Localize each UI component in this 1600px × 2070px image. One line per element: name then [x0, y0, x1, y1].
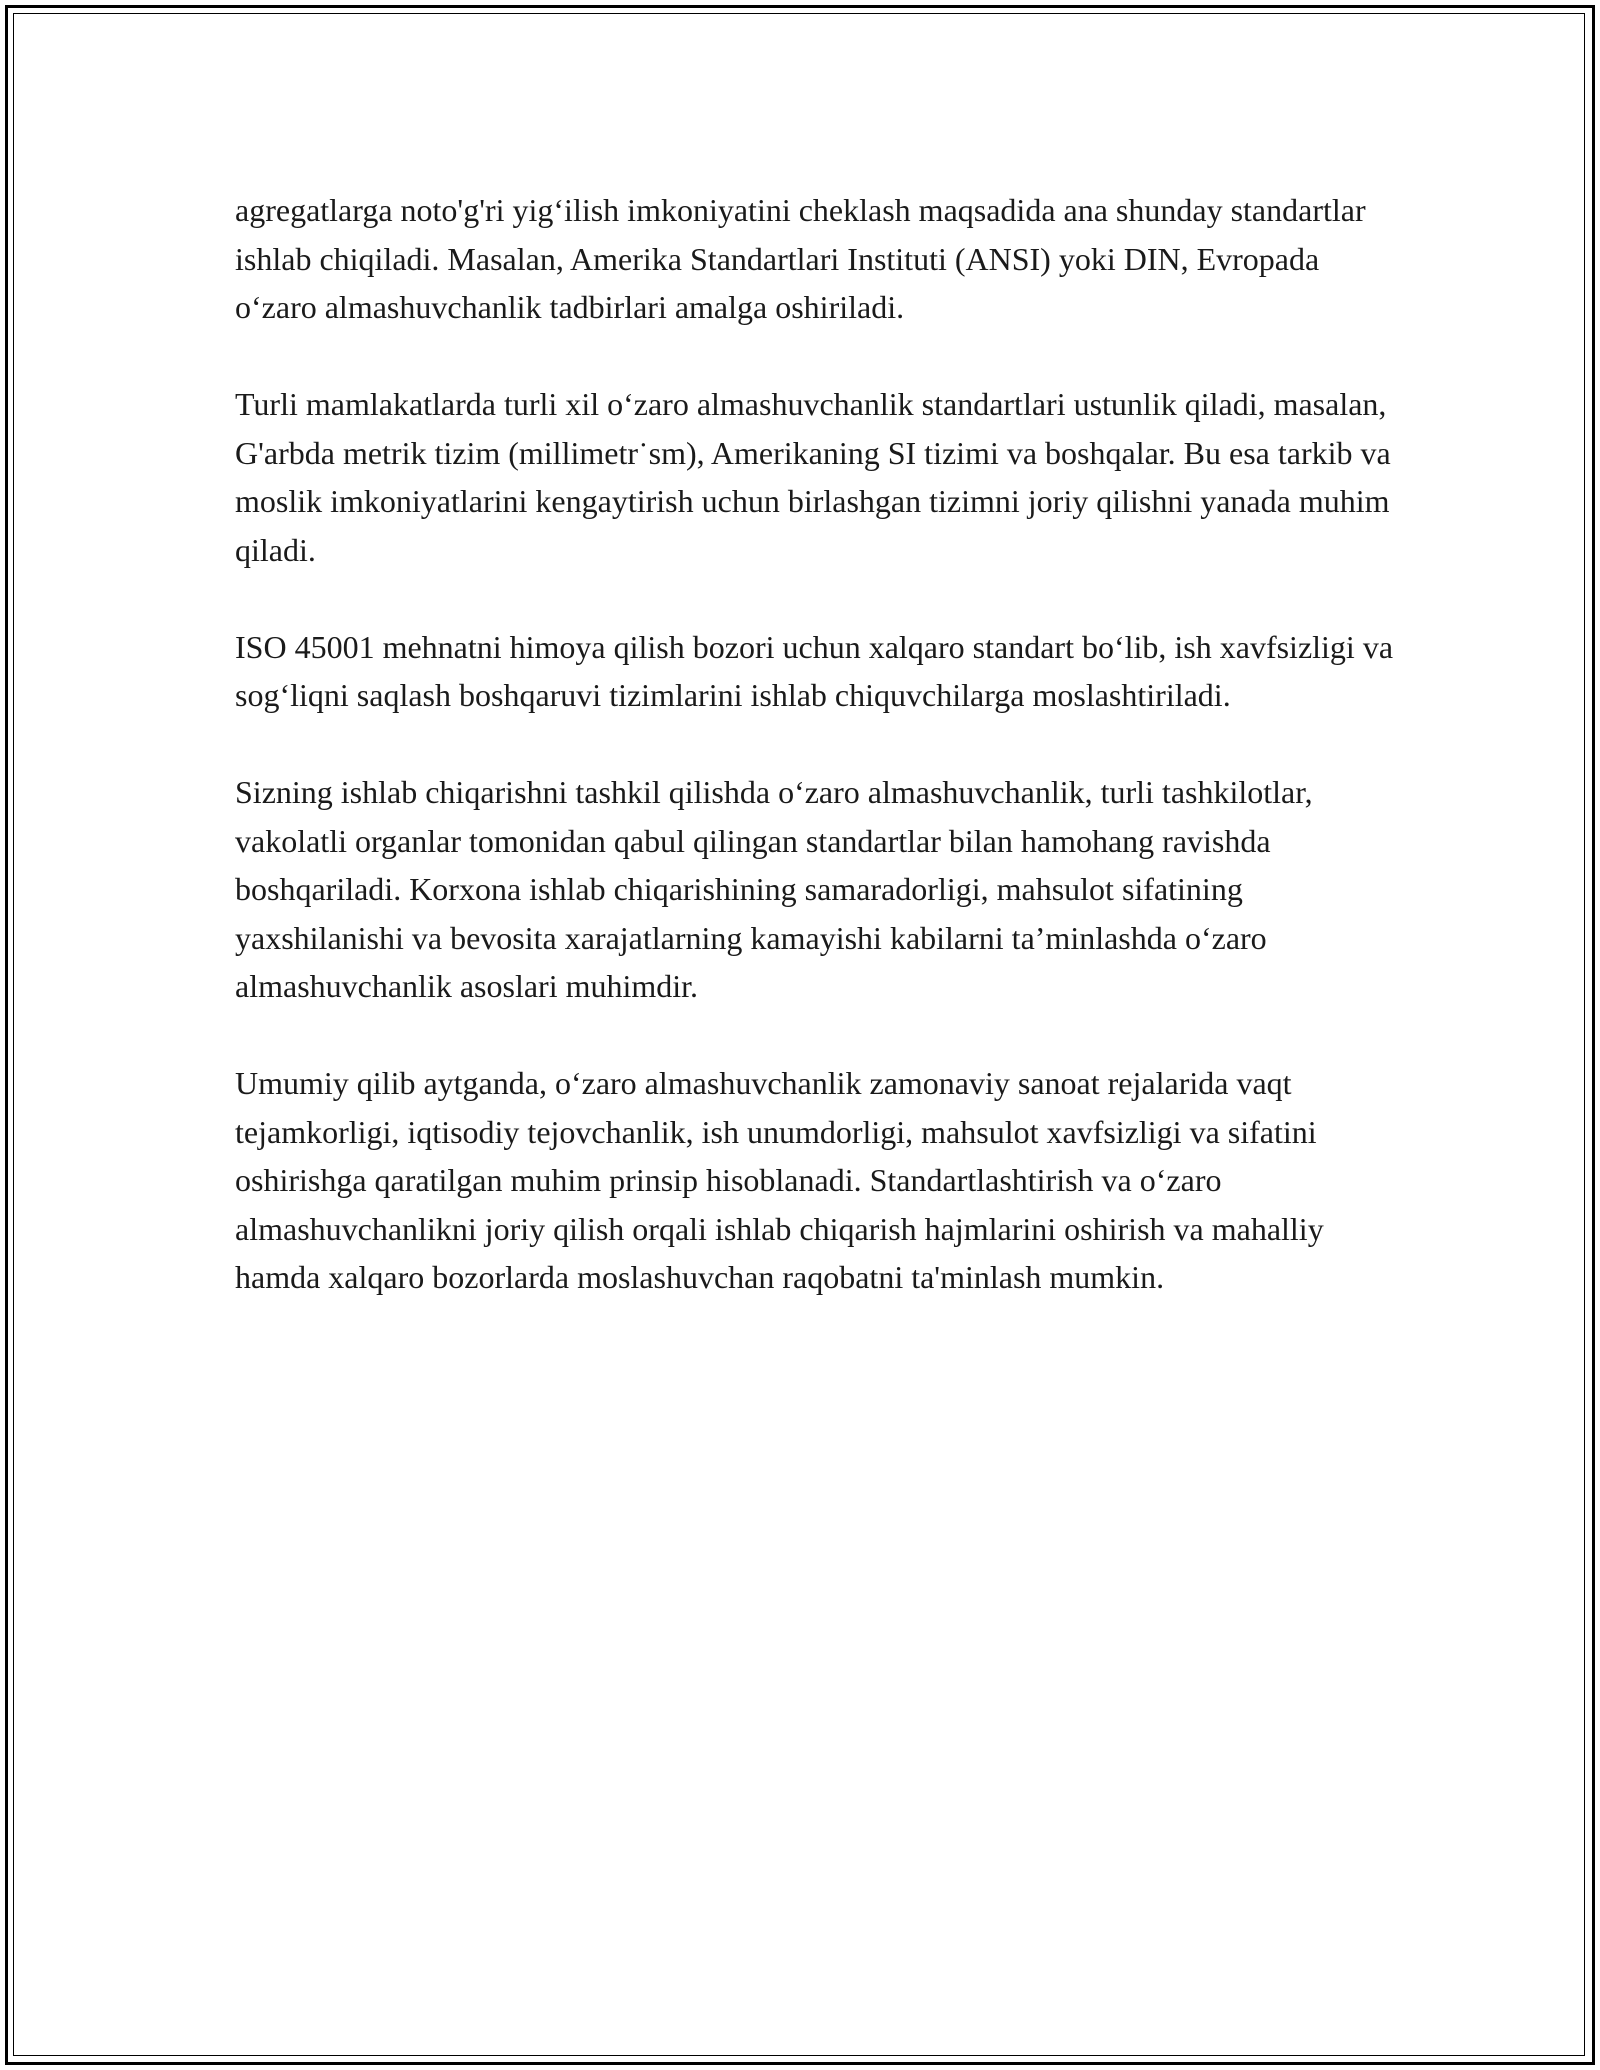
document-body: [235, 186, 1395, 1350]
paragraph-3: ISO 45001 mehnatni himoya qilish bozori uchun xalqaro standart bo‘lib, ish xavfsizligi va sog‘liqni saqlash boshqaruvi tizimlarini ishlab chiquvchilarga moslashtiriladi.: [235, 628, 1394, 713]
paragraph-2: Turli mamlakatlarda turli xil o‘zaro almashuvchanlik standartlari ustunlik qiladi, masalan, G'arbda metrik tizim (millimetr˙sm), Amerikaning SI tizimi va boshqalar. Bu esa tarkib va moslik imkoniyatlarini kengaytirish uchun birlashgan tizimni joriy qilishni yanada muhim qiladi.: [235, 386, 1391, 568]
paragraph-1: agregatlarga noto'g'ri yig‘ilish imkoniyatini cheklash maqsadida ana shunday standartlar ishlab chiqiladi. Masalan, Amerika Standartlari Instituti (ANSI) yoki DIN, Evropada o‘zaro almashuvchanlik tadbirlari amalga oshiriladi.: [235, 192, 1366, 325]
paragraph-4: Sizning ishlab chiqarishni tashkil qilishda o‘zaro almashuvchanlik, turli tashkilotlar, vakolatli organlar tomonidan qabul qilingan standartlar bilan hamohang ravishda boshqariladi. Korxona ishlab chiqarishining samaradorligi, mahsulot sifatining yaxshilanishi va bevosita xarajatlarning kamayishi kabilarni ta’minlashda o‘zaro almashuvchanlik asoslari muhimdir.: [235, 774, 1313, 1004]
paragraph-5: Umumiy qilib aytganda, o‘zaro almashuvchanlik zamonaviy sanoat rejalarida vaqt tejamkorligi, iqtisodiy tejovchanlik, ish unumdorligi, mahsulot xavfsizligi va sifatini oshirishga qaratilgan muhim prinsip hisoblanadi. Standartlashtirish va o‘zaro almashuvchanlikni joriy qilish orqali ishlab chiqarish hajmlarini oshirish va mahalliy hamda xalqaro bozorlarda moslashuvchan raqobatni ta'minlash mumkin.: [235, 1065, 1324, 1295]
